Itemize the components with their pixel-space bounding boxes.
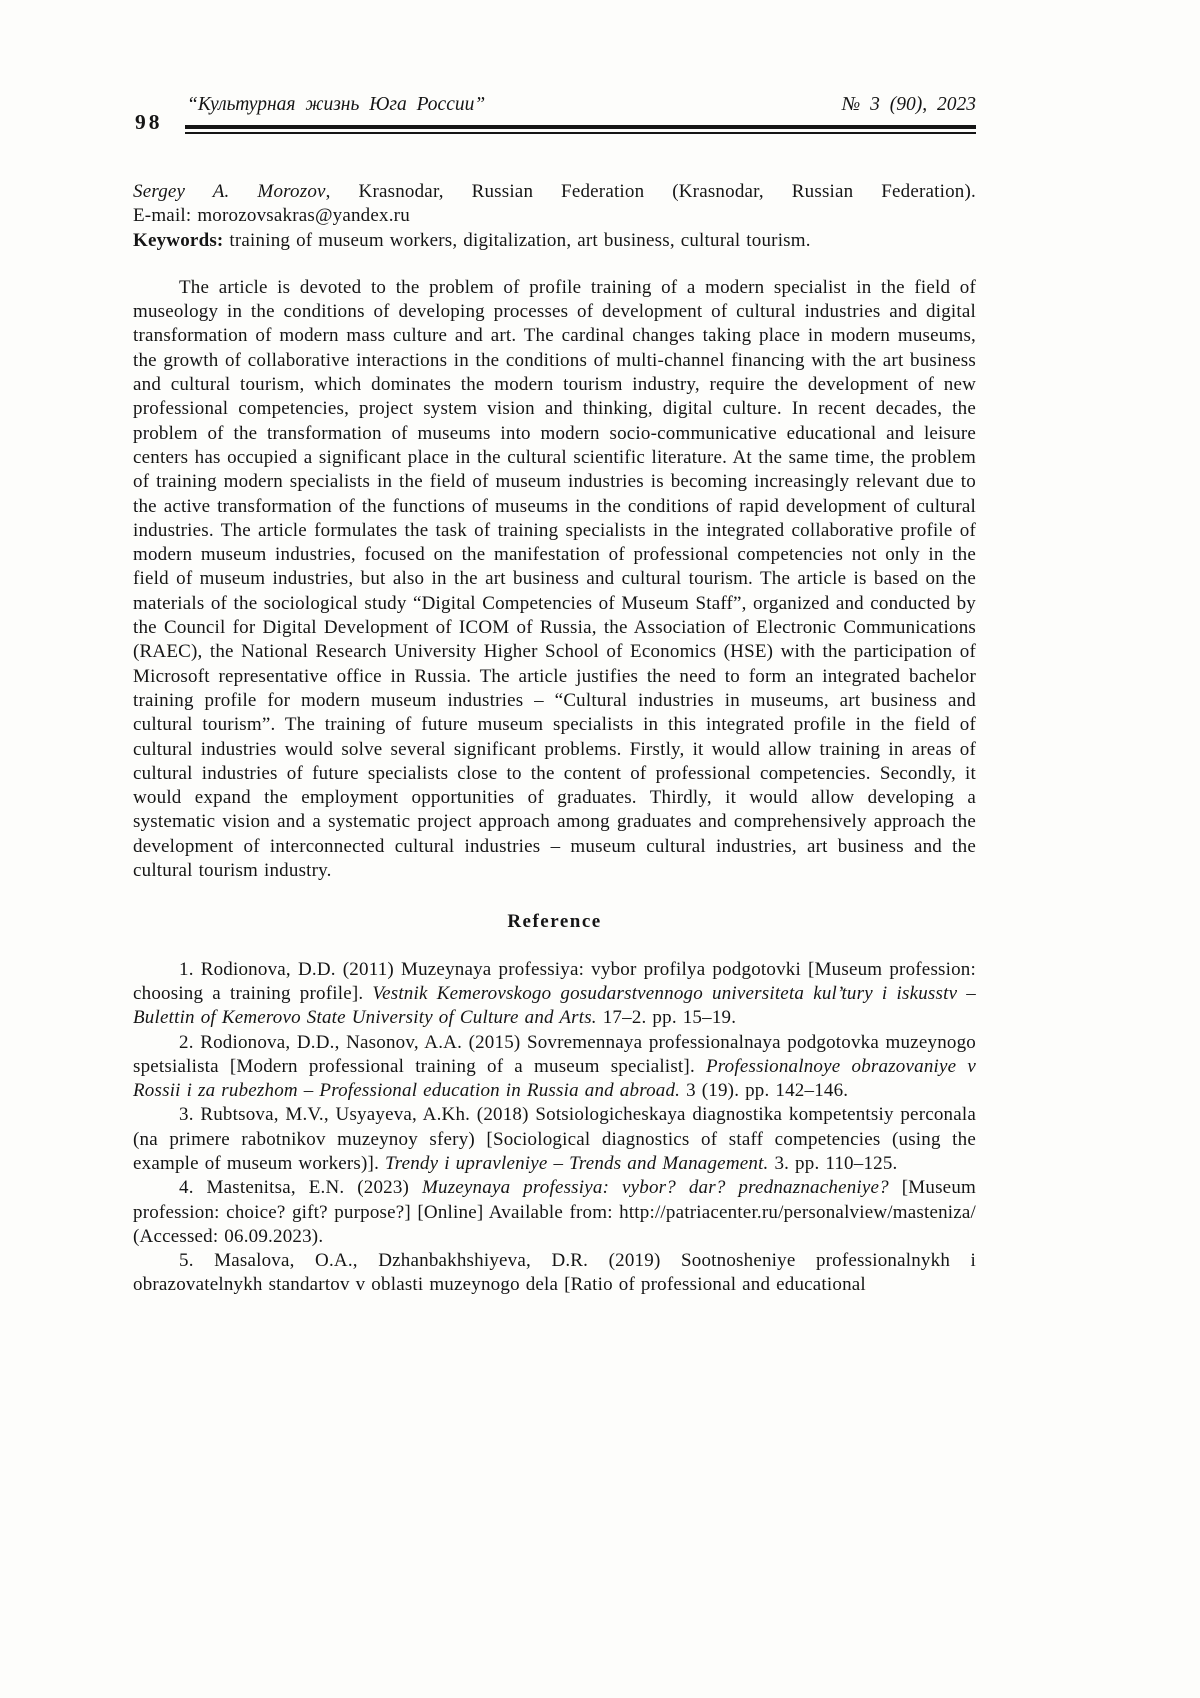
references-list xyxy=(133,958,976,1298)
keywords-line: Keywords: training of museum workers, digitalization, art business, cultural tourism. xyxy=(133,229,811,251)
running-head xyxy=(185,94,976,137)
article-body xyxy=(133,180,976,1298)
reference-item-4: 4. Mastenitsa, E.N. (2023) Muzeynaya professiya: vybor? dar? prednaznacheniye? [Museum profession: choice? gift? purpose?] [Online] Available from: http://patriacenter.ru/personalview/masteniza/ (Accessed: 06.09.2023). xyxy=(133,1177,976,1247)
page-header xyxy=(133,0,976,137)
issue-label: № 3 (90), 2023 xyxy=(841,94,976,115)
author-line: Sergey A. Morozov, Krasnodar, Russian Federation (Krasnodar, Russian Federation). xyxy=(133,181,976,202)
email-line: E-mail: morozovsakras@yandex.ru xyxy=(133,205,410,227)
journal-title: “Культурная жизнь Юга России” xyxy=(187,94,486,115)
reference-item-3: 3. Rubtsova, M.V., Usyayeva, A.Kh. (2018) Sotsiologicheskaya diagnostika kompetentsiy perconala (na primere rabotnikov muzeynoy sfery) [Sociological diagnostics of staff competencies (using the example of museum workers)]. Trendy i upravleniye – Trends and Management. 3. pp. 110–125. xyxy=(133,1104,976,1174)
page-content xyxy=(133,0,976,1298)
reference-item-5: 5. Masalova, O.A., Dzhanbakhshiyeva, D.R. (2019) Sootnosheniye professionalnykh i obrazovatelnykh standartov v oblasti muzeynogo dela [Ratio of professional and educational xyxy=(133,1250,976,1296)
author-block xyxy=(133,180,976,253)
abstract-paragraph: The article is devoted to the problem of profile training of a modern specialist in the field of museology in the conditions of developing processes of development of cultural industries and digital transformation of modern mass culture and art. The cardinal changes taking place in modern museums, the growth of collaborative interactions in the conditions of multi-channel financing with the art business and cultural tourism, which dominates the modern tourism industry, require the development of new professional competencies, project system vision and thinking, digital culture. In recent decades, the problem of the transformation of museums into modern socio-communicative educational and leisure centers has occupied a significant place in the cultural scientific literature. At the same time, the problem of training modern specialists in the field of museum industries is becoming increasingly relevant due to the active transformation of the functions of museums in the conditions of rapid development of cultural industries. The article formulates the task of training specialists in the integrated collaborative profile of modern museum industries, focused on the manifestation of professional competencies not only in the field of museum industries, but also in the art business and cultural tourism. The article is based on the materials of the sociological study “Digital Competencies of Museum Staff”, organized and conducted by the Council for Digital Development of ICOM of Russia, the Association of Electronic Communications (RAEC), the National Research University Higher School of Economics (HSE) with the participation of Microsoft representative office in Russia. The article justifies the need to form an integrated bachelor training profile for modern museum industries – “Cultural industries in museums, art business and cultural tourism”. The training of future museum specialists in this integrated profile in the field of cultural industries would solve several significant problems. Firstly, it would allow training in areas of cultural industries of future specialists close to the content of professional competencies. Secondly, it would expand the employment opportunities of graduates. Thirdly, it would allow developing a systematic vision and a systematic project approach among graduates and comprehensively approach the development of interconnected cultural industries – museum cultural industries, art business and the cultural tourism industry. xyxy=(133,276,976,882)
reference-item-2: 2. Rodionova, D.D., Nasonov, A.A. (2015) Sovremennaya professionalnaya podgotovka muzeynogo spetsialista [Modern professional training of a museum specialist]. Professionalnoye obrazovaniye v Rossii i za rubezhom – Professional education in Russia and abroad. 3 (19). pp. 142–146. xyxy=(133,1031,976,1102)
page-number: 98 xyxy=(135,110,163,134)
reference-item-1: 1. Rodionova, D.D. (2011) Muzeynaya professiya: vybor profilya podgotovki [Museum profession: choosing a training profile]. Vestnik Kemerovskogo gosudarstvennogo universiteta kul’tury i iskusstv – Bulettin of Kemerovo State University of Culture and Arts. 17–2. pp. 15–19. xyxy=(133,958,976,1029)
references-heading: Reference xyxy=(507,911,602,933)
header-rule xyxy=(185,125,976,137)
